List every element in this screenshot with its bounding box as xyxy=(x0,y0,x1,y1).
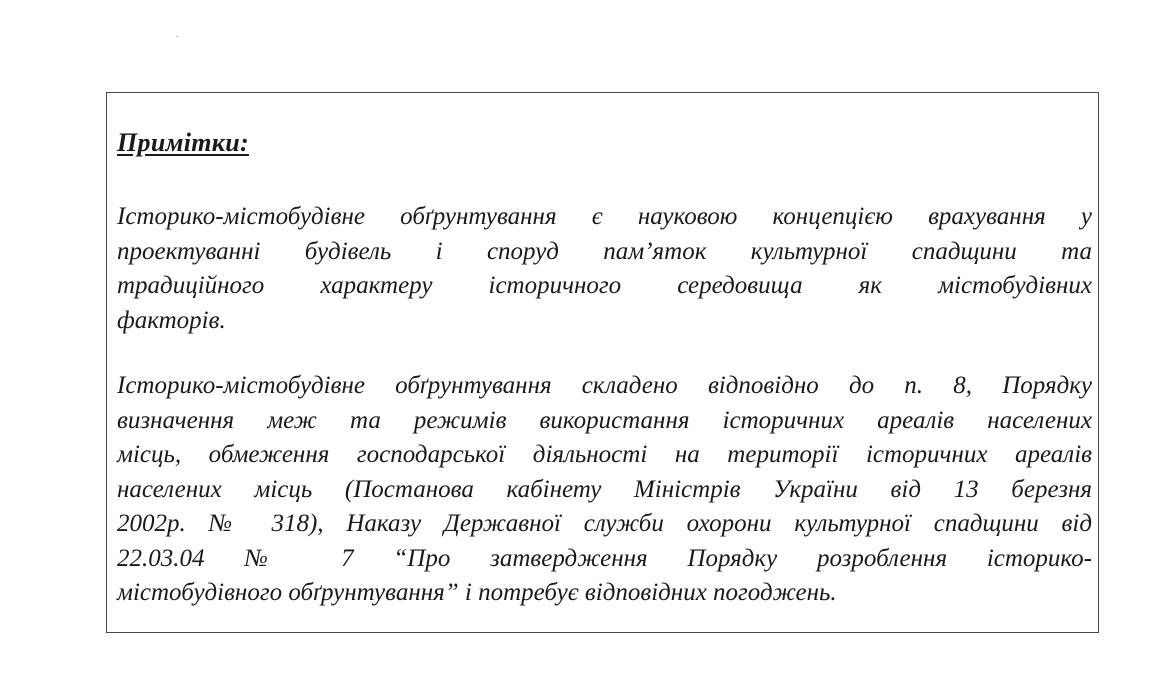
paragraph-line: 2002р. № 318), Наказу Державної служби охорони культурної спадщини від xyxy=(117,510,1092,537)
paragraph-line: Історико-містобудівне обґрунтування складено відповідно до п. 8, Порядку xyxy=(117,372,1092,399)
paragraph-line: факторів. xyxy=(117,306,226,334)
paragraph-line: містобудівного обґрунтування” і потребує відповідних погоджень. xyxy=(117,579,837,606)
notes-box xyxy=(106,92,1099,633)
paragraph-line: традиційного характеру історичного середовища як містобудівних xyxy=(117,272,1092,299)
paragraph-line: проектуванні будівель і споруд пам’яток культурної спадщини та xyxy=(117,237,1092,265)
notes-paragraph-1 xyxy=(117,200,1092,338)
notes-paragraph-2 xyxy=(117,369,1092,611)
paragraph-line: населених місць (Постанова кабінету Міністрів України від 13 березня xyxy=(117,475,1092,503)
paragraph-line: місць, обмеження господарської діяльності на території історичних ареалів xyxy=(117,441,1092,468)
paragraph-line: 22.03.04 № 7 “Про затвердження Порядку розроблення історико- xyxy=(117,544,1092,572)
notes-title: Примітки: xyxy=(117,128,249,157)
paragraph-line: Історико-містобудівне обґрунтування є науковою концепцією врахування у xyxy=(117,203,1092,230)
paragraph-line: визначення меж та режимів використання історичних ареалів населених xyxy=(117,406,1092,434)
scan-speck xyxy=(176,36,178,37)
